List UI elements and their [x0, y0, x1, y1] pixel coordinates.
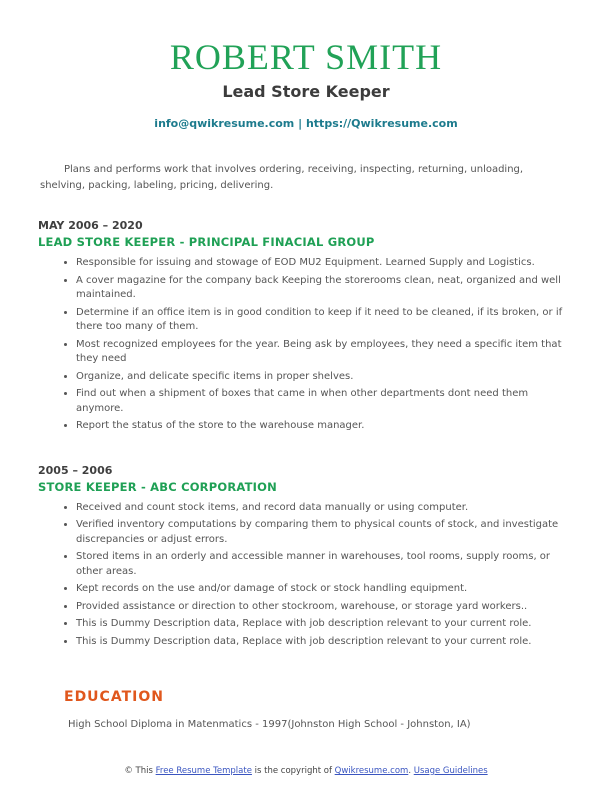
job-dates: 2005 – 2006: [38, 463, 113, 477]
job-heading: LEAD STORE KEEPER - PRINCIPAL FINACIAL GROUP: [38, 235, 375, 249]
bullet-item: • This is Dummy Description data, Replace with job description relevant to your current role.: [76, 617, 566, 632]
footer-copyright-prefix: © This: [124, 766, 156, 776]
education-heading: EDUCATION: [64, 689, 164, 705]
job-bullet-list: [76, 256, 566, 434]
bullet-item: • Verified inventory computations by comparing them to physical counts of stock, and investigate discrepancies or adjust errors.: [76, 518, 566, 547]
bullet-item: • A cover magazine for the company back Keeping the storerooms clean, neat, organized and well maintained.: [76, 274, 566, 303]
bullet-item: • This is Dummy Description data, Replace with job description relevant to your current role.: [76, 635, 566, 650]
bullet-item: • Provided assistance or direction to other stockroom, warehouse, or storage yard workers..: [76, 600, 566, 615]
candidate-name: ROBERT SMITH: [169, 37, 443, 77]
contact-website-link[interactable]: https://Qwikresume.com: [305, 117, 458, 130]
education-entry: High School Diploma in Matenmatics - 1997(Johnston High School - Johnston, IA): [68, 719, 471, 730]
footer-site-link[interactable]: Qwikresume.com: [334, 766, 409, 776]
bullet-item: • Stored items in an orderly and accessible manner in warehouses, tool rooms, supply rooms, or other areas.: [76, 550, 566, 579]
contact-line: [0, 117, 612, 130]
footer-copyright-middle: is the copyright of: [251, 766, 335, 776]
education-section: [0, 689, 612, 730]
bullet-item: • Find out when a shipment of boxes that came in when other departments dont need them anymore.: [76, 387, 566, 416]
contact-email-link[interactable]: info@qwikresume.com: [154, 117, 295, 130]
job-heading: STORE KEEPER - ABC CORPORATION: [38, 479, 277, 494]
candidate-job-title: Lead Store Keeper: [222, 82, 390, 101]
footer-free-template-link[interactable]: Free Resume Template: [155, 766, 252, 776]
bullet-item: • Kept records on the use and/or damage of stock or stock handling equipment.: [76, 582, 566, 597]
contact-separator: |: [294, 117, 306, 130]
footer-period: .: [408, 766, 414, 776]
resume-header: [0, 0, 612, 130]
job-bullet-list: [76, 501, 566, 650]
footer-usage-guidelines-link[interactable]: Usage Guidelines: [413, 766, 488, 776]
summary-paragraph: Plans and performs work that involves ordering, receiving, inspecting, returning, unloading, shelving, packing, labeling, pricing, delivering.: [40, 164, 524, 191]
job-section-1: [0, 219, 612, 434]
footer: [0, 766, 612, 776]
bullet-item: • Responsible for issuing and stowage of EOD MU2 Equipment. Learned Supply and Logistics.: [76, 256, 566, 271]
job-section-2: [0, 464, 612, 650]
job-dates: MAY 2006 – 2020: [38, 219, 143, 232]
bullet-item: • Organize, and delicate specific items in proper shelves.: [76, 370, 566, 385]
bullet-item: • Received and count stock items, and record data manually or using computer.: [76, 501, 566, 516]
bullet-item: • Report the status of the store to the warehouse manager.: [76, 419, 566, 434]
bullet-item: • Most recognized employees for the year. Being ask by employees, they need a specific item that they need: [76, 338, 566, 367]
bullet-item: • Determine if an office item is in good condition to keep if it need to be cleaned, if its broken, or if there too many of them.: [76, 306, 566, 335]
